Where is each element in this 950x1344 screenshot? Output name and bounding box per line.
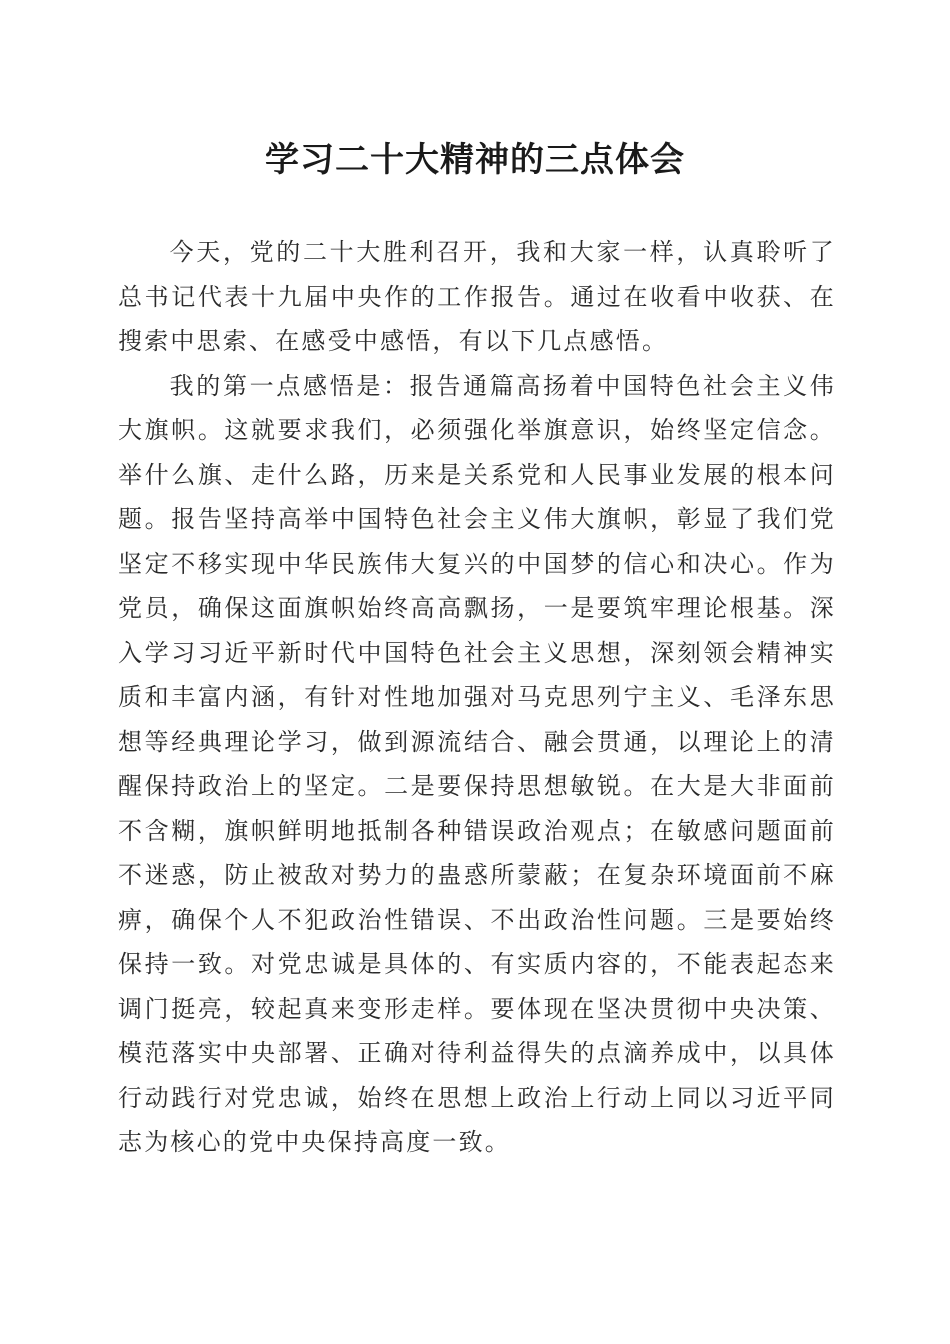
paragraph-first-insight: 我的第一点感悟是：报告通篇高扬着中国特色社会主义伟大旗帜。这就要求我们，必须强化举旗意识，始终坚定信念。举什么旗、走什么路，历来是关系党和人民事业发展的根本问题。报告坚持高举中国特色社会主义伟大旗帜，彰显了我们党坚定不移实现中华民族伟大复兴的中国梦的信心和决心。作为党员，确保这面旗帜始终高高飘扬，一是要筑牢理论根基。深入学习习近平新时代中国特色社会主义思想，深刻领会精神实质和丰富内涵，有针对性地加强对马克思列宁主义、毛泽东思想等经典理论学习，做到源流结合、融会贯通，以理论上的清醒保持政治上的坚定。二是要保持思想敏锐。在大是大非面前不含糊，旗帜鲜明地抵制各种错误政治观点；在敏感问题面前不迷惑，防止被敌对势力的蛊惑所蒙蔽；在复杂环境面前不麻痹，确保个人不犯政治性错误、不出政治性问题。三是要始终保持一致。对党忠诚是具体的、有实质内容的，不能表起态来调门挺亮，较起真来变形走样。要体现在坚决贯彻中央决策、模范落实中央部署、正确对待利益得失的点滴养成中，以具体行动践行对党忠诚，始终在思想上政治上行动上同以习近平同志为核心的党中央保持高度一致。 [118, 371, 836, 1156]
paragraph-intro: 今天，党的二十大胜利召开，我和大家一样，认真聆听了总书记代表十九届中央作的工作报告。通过在收看中收获、在搜索中思索、在感受中感悟，有以下几点感悟。 [118, 238, 836, 355]
document-title: 学习二十大精神的三点体会 [265, 140, 685, 180]
document-body [118, 230, 836, 1165]
